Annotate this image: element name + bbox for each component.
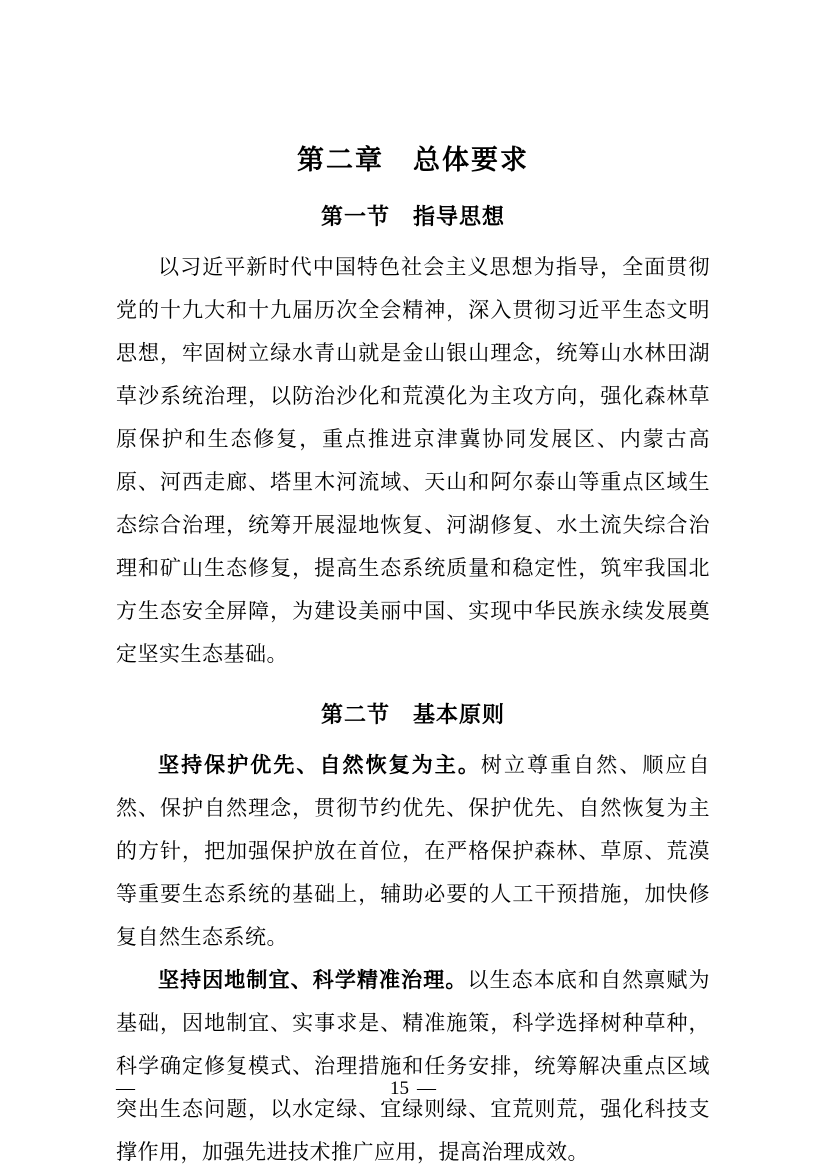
section-title-2: 第二节 基本原则 (320, 702, 505, 727)
page-number-group (0, 1077, 826, 1101)
paragraph-principle-1 (116, 744, 710, 959)
footer-right-dash: — (417, 1078, 436, 1099)
section-title-1: 第一节 指导思想 (320, 204, 505, 229)
page-footer (0, 1077, 826, 1101)
paragraph-text: 树立尊重自然、顺应自然、保护自然理念，贯彻节约优先、保护优先、自然恢复为主的方针，把加强保护放在首位，在严格保护森林、草原、荒漠等重要生态系统的基础上，辅助必要的人工干预措施，加快修复自然生态系统。 (116, 753, 711, 949)
page-number: 15 (390, 1078, 409, 1099)
paragraph-text: 以生态本底和自然禀赋为基础，因地制宜、实事求是、精准施策，科学选择树种草种，科学确定修复模式、治理措施和任务安排，统筹解决重点区域突出生态问题，以水定绿、宜绿则绿、宜荒则荒，强化科技支撑作用，加强先进技术推广应用，提高治理成效。 (116, 968, 711, 1164)
chapter-title: 第二章 总体要求 (297, 145, 529, 175)
paragraph-bold-lead: 坚持保护优先、自然恢复为主。 (158, 754, 481, 777)
footer-left-dash: — (116, 1078, 135, 1099)
paragraph-guiding-ideology (116, 246, 710, 676)
paragraph-bold-lead: 坚持因地制宜、科学精准治理。 (158, 969, 468, 992)
paragraph-principle-2 (116, 959, 710, 1169)
paragraph-text: 以习近平新时代中国特色社会主义思想为指导，全面贯彻党的十九大和十九届历次全会精神，深入贯彻习近平生态文明思想，牢固树立绿水青山就是金山银山理念，统筹山水林田湖草沙系统治理，以防治沙化和荒漠化为主攻方向，强化森林草原保护和生态修复，重点推进京津冀协同发展区、内蒙古高原、河西走廊、塔里木河流域、天山和阿尔泰山等重点区域生态综合治理，统筹开展湿地恢复、河湖修复、水土流失综合治理和矿山生态修复，提高生态系统质量和稳定性，筑牢我国北方生态安全屏障，为建设美丽中国、实现中华民族永续发展奠定坚实生态基础。 (116, 255, 710, 666)
